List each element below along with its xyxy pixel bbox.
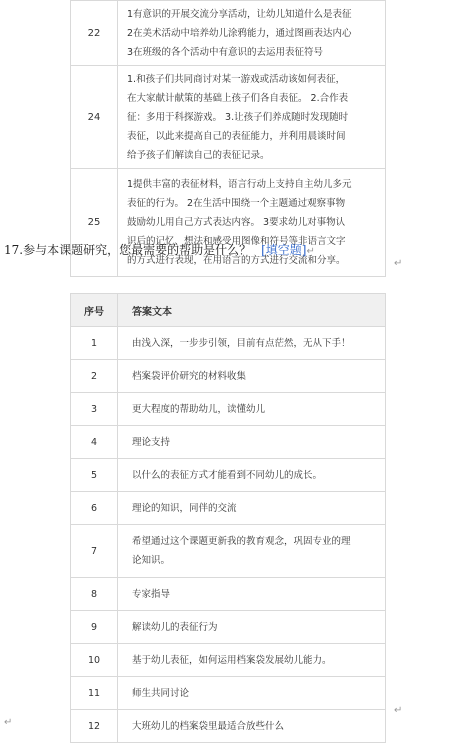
table-row <box>71 710 386 743</box>
question-heading <box>4 241 464 261</box>
table-row <box>71 578 386 611</box>
answer-text <box>118 66 386 169</box>
table-header-row <box>71 294 386 327</box>
row-number: 1 <box>71 327 118 360</box>
paragraph-mark: ↵ <box>394 258 403 269</box>
table-row <box>71 677 386 710</box>
table-row <box>71 644 386 677</box>
answer-line: 表征，以此来提高自己的表征能力，并利用晨谈时间 <box>127 130 346 142</box>
row-number: 22 <box>71 1 118 66</box>
answer-text: 基于幼儿表征，如何运用档案袋发展幼儿能力。 <box>118 644 386 677</box>
row-number: 12 <box>71 710 118 743</box>
answer-text: 以什么的表征方式才能看到不同幼儿的成长。 <box>118 459 386 492</box>
paragraph-mark: ↵ <box>306 246 315 257</box>
answer-text: 更大程度的帮助幼儿，读懂幼儿 <box>118 393 386 426</box>
row-number: 3 <box>71 393 118 426</box>
paragraph-mark: ↵ <box>394 705 403 716</box>
row-number: 7 <box>71 525 118 578</box>
table-row <box>71 393 386 426</box>
answer-line: 1提供丰富的表征材料，语言行动上支持自主幼儿多元 <box>127 179 352 190</box>
table-row <box>71 459 386 492</box>
previous-answers-table <box>70 0 386 277</box>
table-row <box>71 492 386 525</box>
table-row <box>71 66 386 169</box>
table-row <box>71 525 386 578</box>
answer-text: 理论支持 <box>118 426 386 459</box>
question-text: 17.参与本课题研究，您最需要的帮助是什么？ <box>4 243 252 257</box>
header-answer-text: 答案文本 <box>118 294 386 327</box>
answer-text: 由浅入深，一步步引领，目前有点茫然，无从下手！ <box>118 327 386 360</box>
answer-line: 3在班级的各个活动中有意识的去运用表征符号 <box>127 46 324 58</box>
row-number: 11 <box>71 677 118 710</box>
answer-text: 大班幼儿的档案袋里最适合放些什么 <box>118 710 386 743</box>
row-number: 25 <box>71 169 118 277</box>
answer-line: 在大家献计献策的基础上孩子们各自表征。 2.合作表 <box>127 92 349 104</box>
table-row <box>71 327 386 360</box>
table-row <box>71 426 386 459</box>
answer-text <box>118 525 386 578</box>
header-number: 序号 <box>71 294 118 327</box>
row-number: 8 <box>71 578 118 611</box>
table-row <box>71 611 386 644</box>
answer-line: 2在美术活动中培养幼儿涂鸦能力，通过图画表达内心 <box>127 27 352 39</box>
row-number: 6 <box>71 492 118 525</box>
row-number: 2 <box>71 360 118 393</box>
answer-text: 师生共同讨论 <box>118 677 386 710</box>
answer-line: 的方式进行表现，在用语言的方式进行交流和分享。 <box>127 255 346 266</box>
answer-line: 1.和孩子们共同商讨对某一游戏或活动该如何表征， <box>127 73 346 85</box>
answer-line: 希望通过这个课题更新我的教育观念，巩固专业的理 <box>132 536 351 547</box>
table-row <box>71 360 386 393</box>
answer-line: 鼓励幼儿用自己方式表达内容。 3要求幼儿对事物认 <box>127 217 346 228</box>
answer-text: 理论的知识，同伴的交流 <box>118 492 386 525</box>
paragraph-mark: ↵ <box>4 717 13 728</box>
answer-line: 表征的行为。 2在生活中围绕一个主题通过观察事物 <box>127 198 346 209</box>
answer-line: 1有意识的开展交流分享活动，让幼儿知道什么是表征 <box>127 8 352 20</box>
row-number: 4 <box>71 426 118 459</box>
answer-line: 征：多用于科探游戏。 3.让孩子们养成随时发现随时 <box>127 111 349 123</box>
answer-line: 给予孩子们解读自己的表征记录。 <box>127 149 270 161</box>
question-type-tag: [填空题] <box>261 243 307 257</box>
row-number: 9 <box>71 611 118 644</box>
row-number: 5 <box>71 459 118 492</box>
row-number: 24 <box>71 66 118 169</box>
table-row <box>71 1 386 66</box>
answer-text <box>118 1 386 66</box>
answer-line: 论知识。 <box>132 555 171 566</box>
row-number: 10 <box>71 644 118 677</box>
answer-line: 识后的记忆、想法和感受用图像和符号等非语言文字 <box>127 236 346 247</box>
answer-text: 解读幼儿的表征行为 <box>118 611 386 644</box>
answer-text: 专家指导 <box>118 578 386 611</box>
answer-text: 档案袋评价研究的材料收集 <box>118 360 386 393</box>
answers-table <box>70 293 386 743</box>
